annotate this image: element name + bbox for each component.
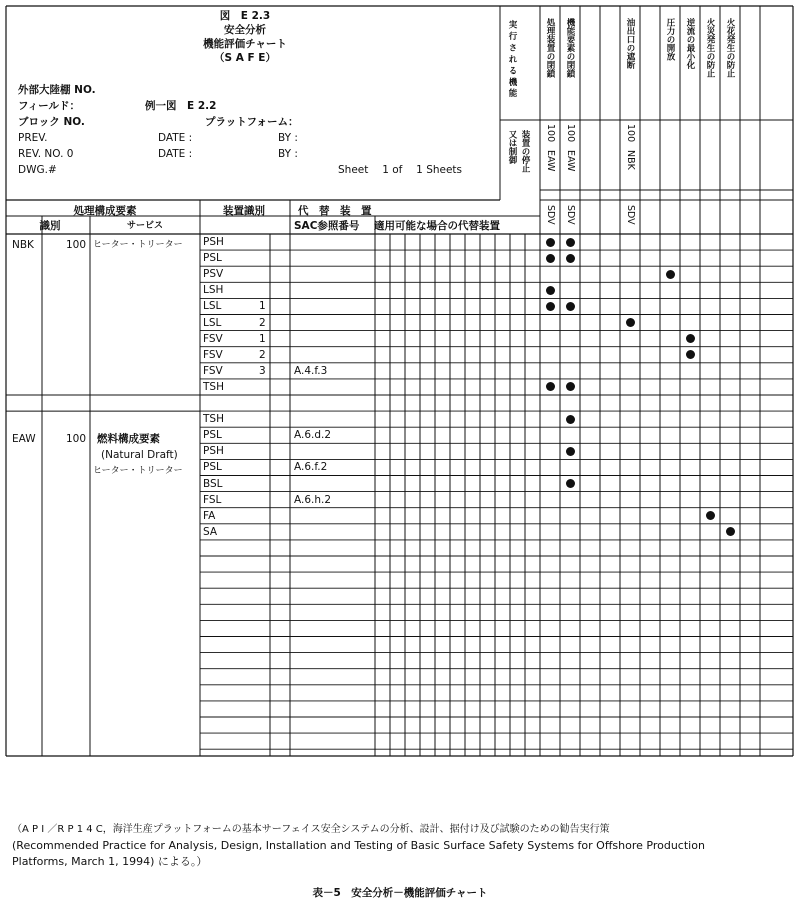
sac-reference: A.6.d.2: [294, 429, 332, 442]
footnote-line-1: （A P I ／R P 1 4 C，海洋生産プラットフォームの基本サーフェイス安全システムの分析、設計、据付け及び試験のための勧告実行策: [12, 824, 610, 835]
function-mark-dot: [666, 270, 675, 279]
function-mark-dot: [566, 415, 575, 424]
function-code: NBK: [625, 150, 636, 170]
function-label: 火花発生の防止: [725, 18, 735, 78]
function-number: 100: [565, 124, 576, 143]
function-number: 100: [545, 124, 556, 143]
reference-footnote: [12, 822, 792, 870]
dwg-label: DWG.#: [18, 164, 57, 176]
by-label-2: BY :: [278, 148, 298, 160]
function-title: 実 行 さ れ る 機 能: [507, 20, 517, 98]
function-code: EAW: [545, 150, 556, 172]
device-code: FSV: [203, 348, 223, 361]
function-mark-dot: [566, 254, 575, 263]
field-label: フィールド：: [18, 100, 80, 112]
device-code: PSL: [203, 461, 222, 474]
block-label: ブロック NO.: [18, 116, 85, 128]
device-number: 2: [259, 316, 266, 329]
by-label-1: BY :: [278, 132, 298, 144]
footnote-line-3: Platforms, March 1, 1994) による。）: [12, 855, 208, 868]
device-code: PSV: [203, 268, 224, 281]
device-code: PSH: [203, 236, 224, 248]
group-2-ident: EAW: [12, 433, 36, 445]
group-2-service: 燃料構成要素: [97, 433, 160, 445]
device-code: LSL: [203, 300, 222, 313]
function-sdv: SDV: [565, 205, 576, 225]
rev-label: REV. NO. 0: [18, 148, 74, 160]
device-number: 2: [259, 348, 266, 361]
prev-label: PREV.: [18, 132, 48, 144]
group-1-ident: NBK: [12, 239, 34, 251]
device-number: 1: [259, 300, 266, 313]
group-2-number: 100: [66, 433, 87, 445]
chart-title-2: 機能評価チャート: [203, 38, 287, 50]
device-code: LSL: [203, 316, 222, 329]
device-code: FSV: [203, 364, 223, 377]
ident-header: 識別: [39, 220, 61, 232]
stop-title-2: 又は制御: [507, 130, 517, 164]
device-code: SA: [203, 525, 218, 538]
device-code: BSL: [203, 477, 223, 490]
device-code: PSL: [203, 429, 222, 442]
platform-label: プラットフォーム：: [205, 116, 299, 128]
service-header: サービス: [126, 221, 163, 231]
device-code: LSH: [203, 284, 224, 297]
function-mark-dot: [626, 318, 635, 327]
sac-ref-header: SAC参照番号: [294, 220, 360, 232]
device-id-header: 装置識別: [223, 205, 265, 217]
chart-title-1: 安全分析: [224, 24, 266, 36]
function-label: 処理装置の閉鎖: [545, 18, 555, 78]
facility-label: 外部大陸棚 NO.: [18, 84, 96, 96]
chart-title-3: （S A F E）: [213, 52, 276, 64]
sac-reference: A.6.h.2: [294, 493, 332, 506]
footnote-line-2: (Recommended Practice for Analysis, Design, Installation and Testing of Basic Surface Safety Systems for Offshore Production: [12, 839, 705, 852]
device-code: TSH: [203, 413, 224, 426]
device-number: 1: [259, 332, 266, 345]
group-1-number: 100: [66, 239, 87, 251]
figure-number: 図 E 2.3: [219, 10, 271, 22]
process-group-header: 処理構成要素: [73, 205, 137, 217]
function-mark-dot: [566, 447, 575, 456]
function-label: 油出口の遮断: [625, 18, 635, 69]
function-sdv: SDV: [545, 205, 556, 225]
function-mark-dot: [566, 238, 575, 247]
function-mark-dot: [546, 238, 555, 247]
group-1-service: ヒーター・トリーター: [93, 240, 183, 250]
example-label: 例一図 E 2.2: [145, 100, 217, 112]
device-code: PSL: [203, 252, 222, 265]
group-2-service-note: (Natural Draft): [101, 449, 178, 461]
function-mark-dot: [546, 302, 555, 311]
alt-applicable-header: 適用可能な場合の代替装置: [374, 220, 500, 232]
device-code: FSL: [203, 493, 222, 506]
stop-title-1: 装置の停止: [520, 130, 530, 173]
function-mark-dot: [546, 286, 555, 295]
function-label: 逆流の最小化: [685, 18, 695, 69]
function-number: 100: [625, 124, 636, 143]
date-label-2: DATE :: [158, 148, 193, 160]
sac-reference: A.4.f.3: [294, 364, 328, 377]
alt-device-header: 代 替 装 置: [298, 205, 372, 217]
function-label: 火災発生の防止: [705, 18, 715, 78]
group-2-service-type: ヒーター・トリーター: [93, 466, 183, 476]
device-number: 3: [259, 364, 266, 377]
function-mark-dot: [566, 479, 575, 488]
date-label-1: DATE :: [158, 132, 193, 144]
table-caption: 表－5 安全分析－機能評価チャート: [312, 887, 488, 899]
function-code: EAW: [565, 150, 576, 172]
function-mark-dot: [566, 302, 575, 311]
function-sdv: SDV: [625, 205, 636, 225]
device-code: FA: [203, 509, 216, 522]
sac-reference: A.6.f.2: [294, 461, 328, 474]
function-label: 機能要素の閉鎖: [565, 18, 575, 78]
device-code: TSH: [203, 380, 224, 393]
device-code: FSV: [203, 332, 223, 345]
sheet-count: Sheet 1 of 1 Sheets: [338, 164, 463, 176]
function-label: 圧力の開放: [665, 18, 675, 61]
device-code: PSH: [203, 445, 224, 458]
function-mark-dot: [546, 254, 555, 263]
